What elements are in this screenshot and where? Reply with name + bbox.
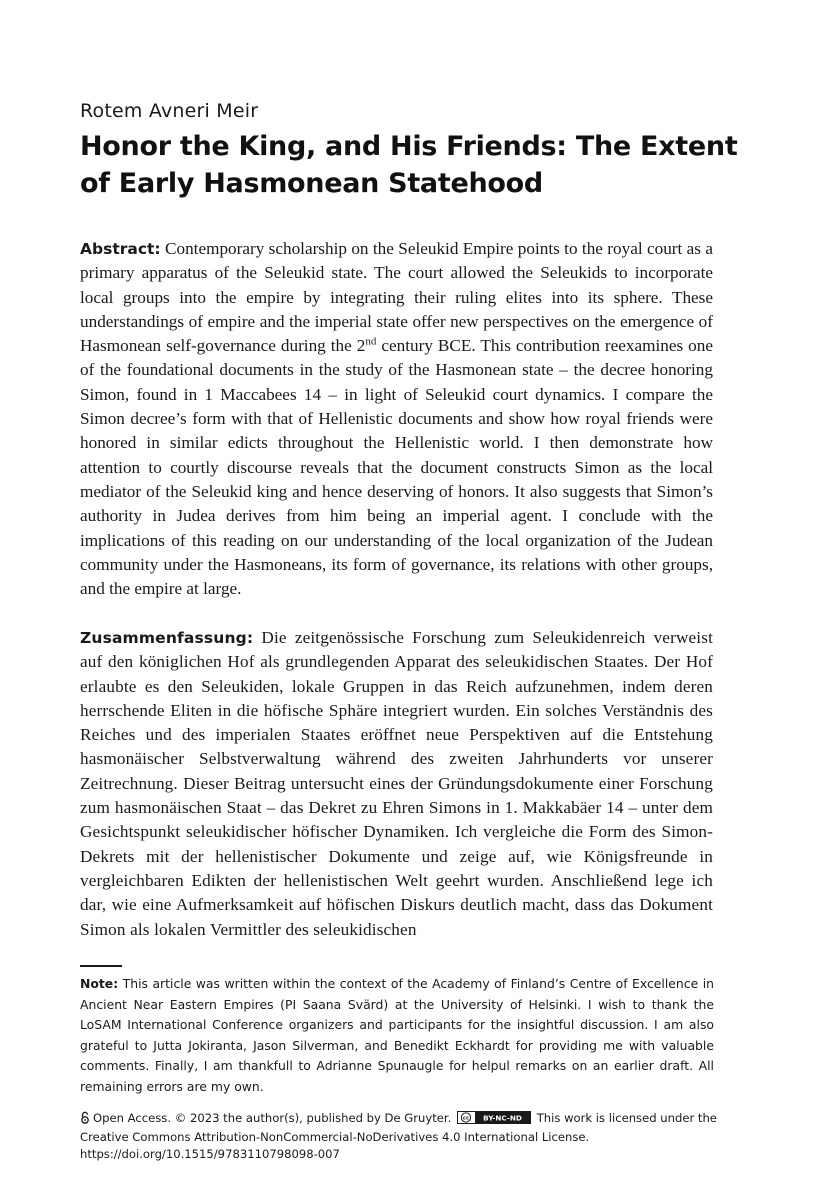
footnote [80,974,714,1097]
open-access-text: Open Access. © 2023 the author(s), published by De Gruyter. [93,1111,452,1125]
cc-badge-text: BY-NC-ND [483,1113,522,1123]
zusammenfassung-paragraph [80,626,713,942]
footnote-text: This article was written within the context of the Academy of Finland’s Centre of Excellence in Ancient Near Eastern Empires (PI Saana Svärd) at the University of Helsinki. I wish to thank the LoSAM International Conference organizers and participants for the insightful discussion. I am also grateful to Jutta Jokiranta, Jason Silverman, and Benedikt Eckhardt for providing me with valuable comments. Finally, I am thankfull to Adrianne Spunaugle for helpul remarks on an earlier draft. All remaining errors are my own. [80,976,714,1094]
abstract-label: Abstract: [80,240,161,258]
abstract-text-part1: Contemporary scholarship on the Seleukid Empire points to the royal court as a primary apparatus of the Seleukid state. The court allowed the Seleukids to incorporate local groups into the empire by integrating their ruling elites into its sphere. These understandings of empire and the imperial state offer new perspectives on the emergence of Hasmonean self-governance during the 2 [80,239,713,356]
zusammenfassung-text: Die zeitgenössische Forschung zum Seleukidenreich verweist auf den königlichen Hof als grundlegenden Apparat des seleukidischen Staates. Der Hof erlaubte es den Seleukiden, lokale Gruppen in das Reich aufzunehmen, indem deren herrschende Eliten in die höfische Sphäre integriert wurden. Ein solches Verständnis des Reiches und des imperialen Staates eröffnet neue Perspektiven auf die Entstehung hasmonäischer Selbstverwaltung während des zweiten Jahrhunderts vor unserer Zeitrechnung. Dieser Beitrag untersucht eines der Gründungsdokumente einer Forschung zum hasmonäischen Staat – das Dekret zu Ehren Simons in 1. Makkabäer 14 – unter dem Gesichtspunkt seleukidischer höfischer Dynamiken. Ich vergleiche die Form des Simon-Dekrets mit der hellenistischer Dokumente und zeige auf, wie Königsfreunde in vergleichbaren Edikten der hellenistischen Welt geehrt wurden. Anschließend lege ich dar, wie eine Aufmerksamkeit auf höfischen Diskurs deutlich macht, dass das Dokument Simon als lokalen Vermittler des seleukidischen [80,628,713,939]
doi-link[interactable]: https://doi.org/10.1515/9783110798098-007 [80,1147,340,1161]
footnote-divider [80,965,122,967]
open-access-icon [80,1111,90,1129]
cc-by-nc-nd-badge-icon [457,1111,531,1129]
author-name: Rotem Avneri Meir [80,100,259,122]
abstract-paragraph [80,237,713,601]
footnote-label: Note: [80,976,119,991]
zusammenfassung-label: Zusammenfassung: [80,629,254,647]
license-block [80,1110,720,1163]
abstract-text-part2: century BCE. This contribution reexamines one of the foundational documents in the study of the Hasmonean state – the decree honoring Simon, found in 1 Maccabees 14 – in light of Seleukid court dynamics. I compare the Simon decree’s form with that of Hellenistic documents and show how royal friends were honored in similar edicts throughout the Hellenistic world. I then demonstrate how attention to courtly discourse reveals that the document constructs Simon as the local mediator of the Seleukid king and hence deserving of honors. It also suggests that Simon’s authority in Judea derives from him being an imperial agent. I conclude with the implications of this reading on our understanding of the local organization of the Judean community under the Hasmoneans, its form of governance, its relations with other groups, and the empire at large. [80,336,713,599]
article-title: Honor the King, and His Friends: The Extent of Early Hasmonean Statehood [80,131,738,199]
svg-text:cc: cc [462,1115,470,1122]
abstract-superscript: nd [365,335,377,348]
license-text: This work is licensed under the Creative Commons Attribution-NonCommercial-NoDerivatives 4.0 International License. [80,1111,717,1144]
